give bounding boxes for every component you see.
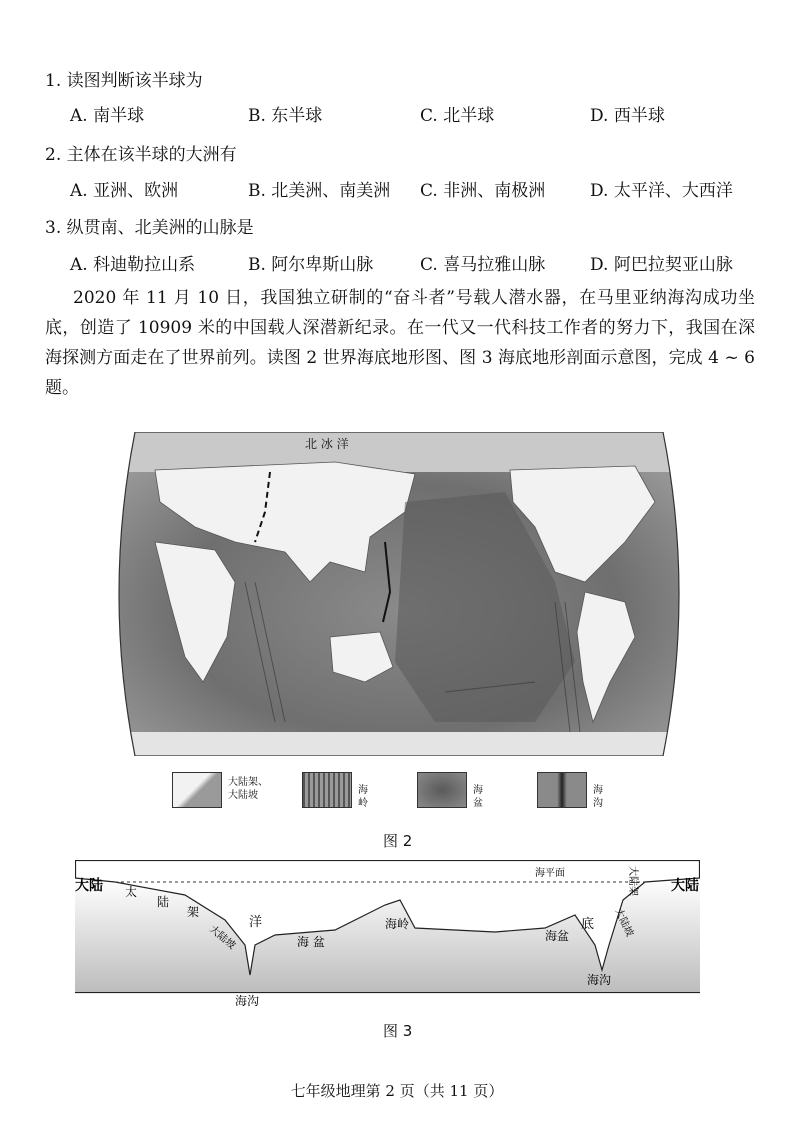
question-3-stem: 3. 纵贯南、北美洲的山脉是 [45,218,254,238]
profile-basin-right: 海盆 [545,929,570,943]
page-footer: 七年级地理第 2 页（共 11 页） [290,1082,504,1100]
q2-option-b: B. 北美洲、南美洲 [248,181,391,201]
legend-label-ridge: 海岭 [358,785,368,809]
profile-shelf-left-3: 架 [187,905,200,919]
profile-trench-left: 海沟 [235,994,260,1008]
map-legend [172,770,612,810]
profile-bottom-word: 底 [581,917,595,932]
legend-label-trench: 海沟 [593,785,603,809]
profile-continent-left: 大陆 [75,878,103,894]
q1-option-a: A. 南半球 [70,106,145,126]
profile-sea-level: 海平面 [535,868,565,879]
q3-option-a: A. 科迪勒拉山系 [70,255,196,275]
profile-slope-right: 大陆坡 [612,906,635,939]
profile-shelf-left-1: 太 [125,885,138,899]
figure-2-caption: 图 2 [383,832,413,850]
profile-basin-left: 海 盆 [297,935,325,949]
q1-option-d: D. 西半球 [590,106,665,126]
map-label-arctic: 北 冰 洋 [305,437,349,451]
q2-option-c: C. 非洲、南极洲 [420,181,546,201]
legend-swatch-basin [417,772,467,808]
profile-ocean-word: 洋 [249,915,263,930]
legend-swatch-shelf [172,772,222,808]
profile-slope-left: 大陆坡 [207,923,238,952]
passage [45,283,755,403]
q2-option-d: D. 太平洋、大西洋 [590,181,733,201]
profile-shelf-right: 大陆架 [627,866,638,896]
seafloor-map-image [115,432,683,756]
profile-trench-right: 海沟 [587,973,612,987]
q3-option-d: D. 阿巴拉契亚山脉 [590,255,733,275]
profile-continent-right: 大陆 [671,878,699,894]
figure-3-caption: 图 3 [383,1022,413,1040]
seafloor-map [115,432,683,756]
q2-option-a: A. 亚洲、欧洲 [70,181,179,201]
question-1-stem: 1. 读图判断该半球为 [45,71,203,91]
passage-text: 2020 年 11 月 10 日，我国独立研制的“奋斗者”号载人潜水器，在马里亚纳海沟成功坐底，创造了 10909 米的中国载人深潜新纪录。在一代又一代科技工作者的努力下，我国在深海探测方面走在了世界前列。读图 2 世界海底地形图、图 3 海底地形剖面示意图，完成 4 ~ 6 题。 [45,288,755,398]
legend-swatch-trench [537,772,587,808]
legend-label-shelf: 大陆架、大陆坡 [228,777,268,801]
seafloor-profile [75,860,700,1010]
profile-ridge: 海岭 [385,917,410,931]
seafloor-profile-diagram [75,860,700,1010]
question-2-stem: 2. 主体在该半球的大洲有 [45,145,237,165]
q1-option-c: C. 北半球 [420,106,495,126]
q1-option-b: B. 东半球 [248,106,323,126]
legend-swatch-ridge [302,772,352,808]
q3-option-c: C. 喜马拉雅山脉 [420,255,546,275]
q3-option-b: B. 阿尔卑斯山脉 [248,255,374,275]
legend-label-basin: 海盆 [473,785,483,809]
profile-shelf-left-2: 陆 [157,895,170,909]
